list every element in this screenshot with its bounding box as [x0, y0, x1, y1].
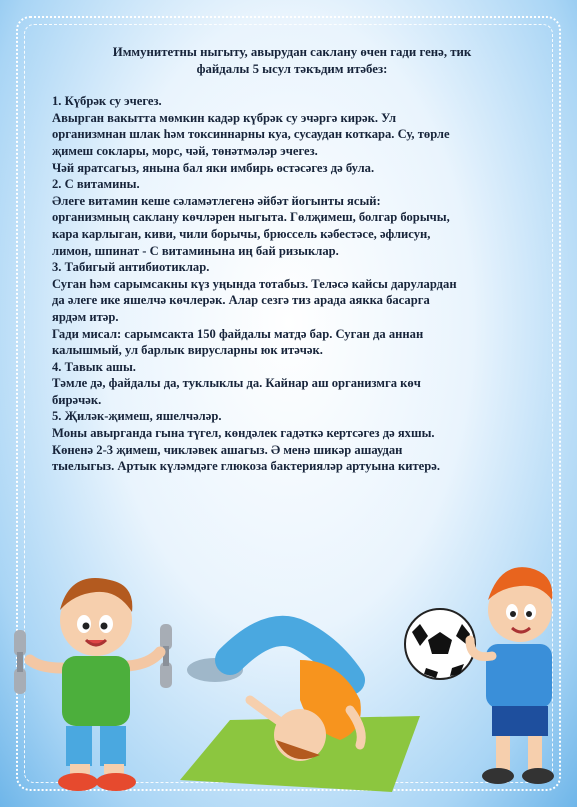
section-heading-vitamin-c: 2. С витамины.: [52, 177, 140, 192]
text-line: Көненә 2-3 җимеш, чикләвек ашагыз. Ә менә шикәр ашаудан: [52, 442, 403, 457]
text-line: Гади мисал: сарымсакта 150 файдалы матдә бар. Суган да аннан: [52, 326, 424, 341]
text-line: ярдәм итәр.: [52, 309, 119, 324]
text-line: Моны авырганда гына түгел, көндәлек гадәткә кертсәгез дә яхшы.: [52, 426, 435, 441]
boy-with-dumbbells-icon: [14, 578, 172, 791]
text-line: лимон, шпинат - С витаминына иң бай ризыклар.: [52, 243, 339, 258]
text-line: Тәмле дә, файдалы да, туклыклы да. Кайнар аш организмга көч: [52, 376, 421, 391]
text-line: Авырган вакытта мөмкин кадәр күбрәк су эчәргә кирәк. Ул: [52, 110, 397, 125]
text-line: да әлеге ике яшелчә көчлерәк. Алар сезгә тиз арада аякка басарга: [52, 293, 430, 308]
boy-with-soccer-ball-icon: [470, 567, 554, 784]
text-line: бирәчәк.: [52, 392, 102, 407]
section-heading-chicken-soup: 4. Тавык ашы.: [52, 359, 136, 374]
text-line: кара карлыган, киви, чили борычы, брюссель кәбестәсе, әфлисун,: [52, 226, 431, 241]
title-line: файдалы 5 ысул тәкъдим итәбез:: [196, 61, 388, 76]
text-line: калышмый, ул барлык вирусларны юк итәчәк.: [52, 343, 323, 358]
article: [52, 44, 532, 475]
text-line: җимеш соклары, морс, чәй, төнәтмәләр эчегез.: [52, 143, 318, 158]
text-line: Суган һәм сарымсакны күз уңында тотабыз. Теләсә кайсы дарулардан: [52, 276, 457, 291]
section-heading-antibiotics: 3. Табигый антибиотиклар.: [52, 260, 210, 275]
children-illustration: [0, 540, 577, 807]
text-line: Әлеге витамин кеше сәламәтлегенә әйбәт йогынты ясый:: [52, 193, 381, 208]
section-heading-water: 1. Күбрәк су эчегез.: [52, 94, 162, 109]
text-line: организмнан шлак һәм токсиннарны куа, сусаудан коткара. Су, төрле: [52, 127, 450, 142]
title-line: Иммунитетны ныгыту, авырудан саклану өчен гади генә, тик: [112, 45, 472, 59]
text-line: тыелыгыз. Артык күләмдәге глюкоза бактерияләр артуына китерә.: [52, 459, 440, 474]
section-heading-fruits: 5. Җиләк-җимеш, яшелчәләр.: [52, 409, 222, 424]
page-title: [52, 44, 532, 77]
text-line: Чәй яратсагыз, янына бал яки имбирь өстәсәгез дә була.: [52, 160, 375, 175]
text-line: организмның саклану көчләрен ныгыта. Гөлҗимеш, болгар борычы,: [52, 210, 450, 225]
soccer-ball-icon: [405, 609, 475, 679]
